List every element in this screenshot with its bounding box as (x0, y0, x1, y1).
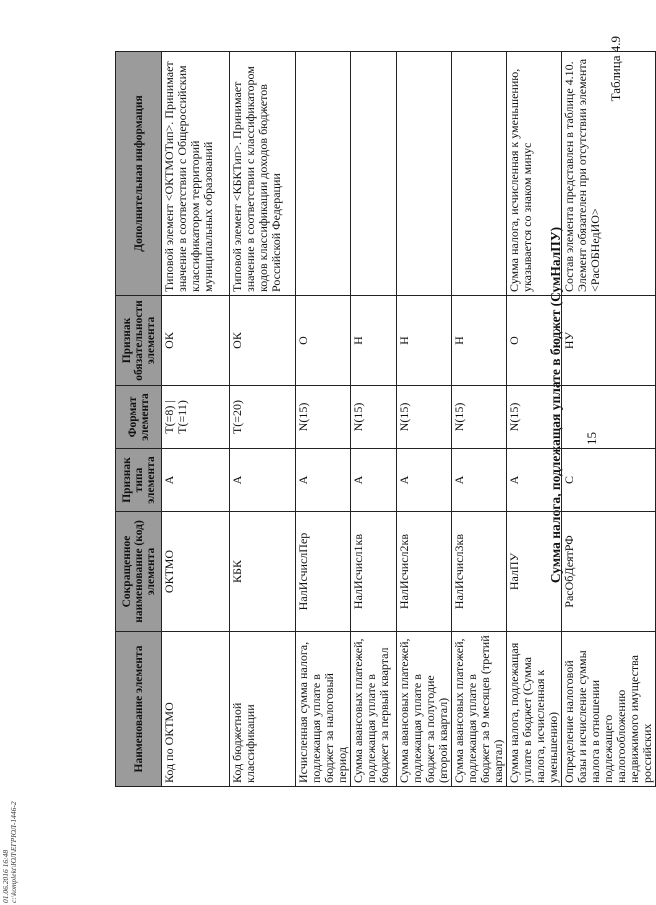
cell-required: Н (397, 296, 452, 386)
cell-required: О (296, 296, 351, 386)
cell-info (351, 52, 397, 296)
header-required: Признак обязательности элемента (116, 296, 162, 386)
cell-type: А (296, 449, 351, 512)
cell-info: Типовой элемент <КБКТип>. Принимает значение в соответствии с классификатором кодов классификации доходов бюджетов Российской Федерации (230, 52, 296, 296)
table-row (351, 52, 397, 787)
cell-format: T(=8) | T(=11) (162, 386, 230, 449)
cell-info: Типовой элемент <ОКТМОТип>. Принимает значение в соответствии с Общероссийским классификатором территорий муниципальных образований (162, 52, 230, 296)
cell-code: КБК (230, 512, 296, 632)
cell-type: А (397, 449, 452, 512)
cell-type: А (162, 449, 230, 512)
header-format: Формат элемента (116, 386, 162, 449)
cell-info: Состав элемента представлен в таблице 4.10. Элемент обязателен при отсутствии элемента <РасОБНедИО> (562, 52, 656, 296)
table-row (507, 52, 562, 787)
header-name: Наименование элемента (116, 632, 162, 787)
header-info: Дополнительная информация (116, 52, 162, 296)
page-number: 15 (584, 432, 599, 445)
table-row (162, 52, 230, 787)
cell-name: Код бюджетной классификации (230, 632, 296, 787)
table-row (562, 52, 656, 787)
cell-type: А (507, 449, 562, 512)
cell-required: ОК (162, 296, 230, 386)
cell-required: Н (351, 296, 397, 386)
cell-code: РасОбДеятРФ (562, 512, 656, 632)
cell-format: N(15) (397, 386, 452, 449)
cell-info: Сумма налога, исчисленная к уменьшению, указывается со знаком минус (507, 52, 562, 296)
header-code: Сокращенное наименование (код) элемента (116, 512, 162, 632)
table-caption: Таблица 4.9 (608, 36, 623, 102)
cell-name: Код по ОКТМО (162, 632, 230, 787)
cell-type: С (562, 449, 656, 512)
cell-name: Сумма авансовых платежей, подлежащая уплате в бюджет за полугодие (второй квартал) (397, 632, 452, 787)
cell-name: Сумма налога, подлежащая уплате в бюджет (Сумма налога, исчисленная к уменьшению) (507, 632, 562, 787)
header-type: Признак типа элемента (116, 449, 162, 512)
cell-code: НалИсчисл1кв (351, 512, 397, 632)
cell-type: А (351, 449, 397, 512)
footer-date: 01.06.2016 16:48 (1, 849, 10, 903)
cell-format: T(=20) (230, 386, 296, 449)
cell-required: ОК (230, 296, 296, 386)
footer-note (2, 801, 18, 903)
cell-format: N(15) (452, 386, 507, 449)
cell-type: А (230, 449, 296, 512)
cell-info (296, 52, 351, 296)
table-header-row (116, 52, 162, 787)
table-title: Сумма налога, подлежащая уплате в бюджет (СумНалПУ) (548, 226, 563, 584)
cell-required: Н (452, 296, 507, 386)
footer-path: c:\komplekt\ЮЛ\ЕГРЮЛ-1446-2 (9, 801, 18, 903)
cell-required: НУ (562, 296, 656, 386)
cell-code: НалИсчислПер (296, 512, 351, 632)
cell-info (452, 52, 507, 296)
table-row (452, 52, 507, 787)
cell-name: Исчисленная сумма налога, подлежащая уплате в бюджет за налоговый период (296, 632, 351, 787)
cell-info (397, 52, 452, 296)
cell-type: А (452, 449, 507, 512)
cell-code: НалИсчисл3кв (452, 512, 507, 632)
cell-code: НалИсчисл2кв (397, 512, 452, 632)
cell-format (562, 386, 656, 449)
cell-name: Сумма авансовых платежей, подлежащая уплате в бюджет за 9 месяцев (третий квартал) (452, 632, 507, 787)
table-row (397, 52, 452, 787)
cell-name: Определение налоговой базы и исчисление суммы налога в отношении подлежащего налогообложению недвижимого имущества российских (562, 632, 656, 787)
table-row (230, 52, 296, 787)
cell-required: О (507, 296, 562, 386)
cell-name: Сумма авансовых платежей, подлежащая уплате в бюджет за первый квартал (351, 632, 397, 787)
cell-code: ОКТМО (162, 512, 230, 632)
cell-format: N(15) (351, 386, 397, 449)
cell-format: N(15) (507, 386, 562, 449)
cell-code: НалПУ (507, 512, 562, 632)
cell-format: N(15) (296, 386, 351, 449)
table-row (296, 52, 351, 787)
element-table (115, 51, 656, 787)
